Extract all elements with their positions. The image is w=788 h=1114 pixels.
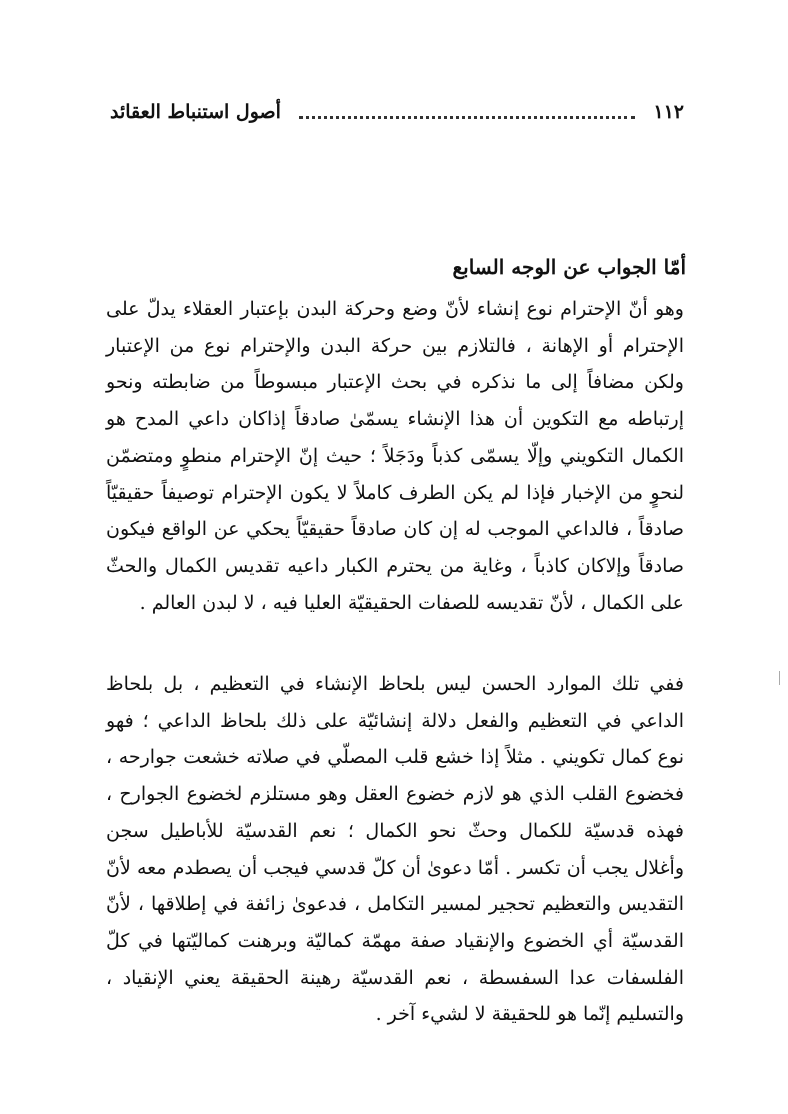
margin-mark bbox=[779, 671, 780, 685]
book-title: أصول استنباط العقائد bbox=[110, 101, 281, 123]
running-header bbox=[110, 96, 684, 128]
section-heading: أمّا الجواب عن الوجه السابع bbox=[452, 255, 686, 279]
body-paragraph: ففي تلك الموارد الحسن ليس بلحاظ الإنشاء في التعظيم ، بل بلحاظ الداعي في التعظيم والفعل دلالة إنشائيّة على ذلك بلحاظ الداعي ؛ فهو نوع كمال تكويني . مثلاً إذا خشع قلب المصلّي في صلاته خشعت جوارحه ، فخضوع القلب الذي هو لازم خضوع العقل وهو مستلزم لخضوع الجوارح ، فهذه قدسيّة للكمال وحثّ نحو الكمال ؛ نعم القدسيّة للأباطيل سجن وأغلال يجب أن تكسر . أمّا دعوىٰ أن كلّ قدسي فيجب أن يصطدم معه لأنّ التقديس والتعظيم تحجير لمسير التكامل ، فدعوىٰ زائفة في إطلاقها ، لأنّ القدسيّة أي الخضوع والإنقياد صفة مهمّة كماليّة وبرهنت كماليّتها في كلّ الفلسفات عدا السفسطة ، نعم القدسيّة رهينة الحقيقة يعني الإنقياد ، والتسليم إنّما هو للحقيقة لا لشيء آخر . bbox=[106, 673, 684, 1026]
body-paragraph: وهو أنّ الإحترام نوع إنشاء لأنّ وضع وحركة البدن بإعتبار العقلاء يدلّ على الإحترام أو الإهانة ، فالتلازم بين حركة البدن والإحترام نوع من الإعتبار ولكن مضافاً إلى ما نذكره في بحث الإعتبار مبسوطاً من ضابطته ونحو إرتباطه مع التكوين أن هذا الإنشاء يسمّىٰ صادقاً إذاكان داعي المدح هو الكمال التكويني وإلّا يسمّى كذباً ودَجَلاً ؛ حيث إنّ الإحترام منطوٍ ومتضمّن لنحوٍ من الإخبار فإذا لم يكن الطرف كاملاً لا يكون الإحترام توصيفاً حقيقيّاً صادقاً ، فالداعي الموجب له إن كان صادقاً حقيقيّاً يحكي عن الواقع فيكون صادقاً وإلاكان كاذباً ، وغاية من يحترم الكبار داعيه تقديس الكمال والحثّ على الكمال ، لأنّ تقديسه للصفات الحقيقيّة العليا فيه ، لا لبدن العالم . bbox=[106, 298, 684, 614]
page-number: ١١٢ bbox=[653, 101, 684, 123]
header-dot-leader bbox=[299, 116, 635, 119]
